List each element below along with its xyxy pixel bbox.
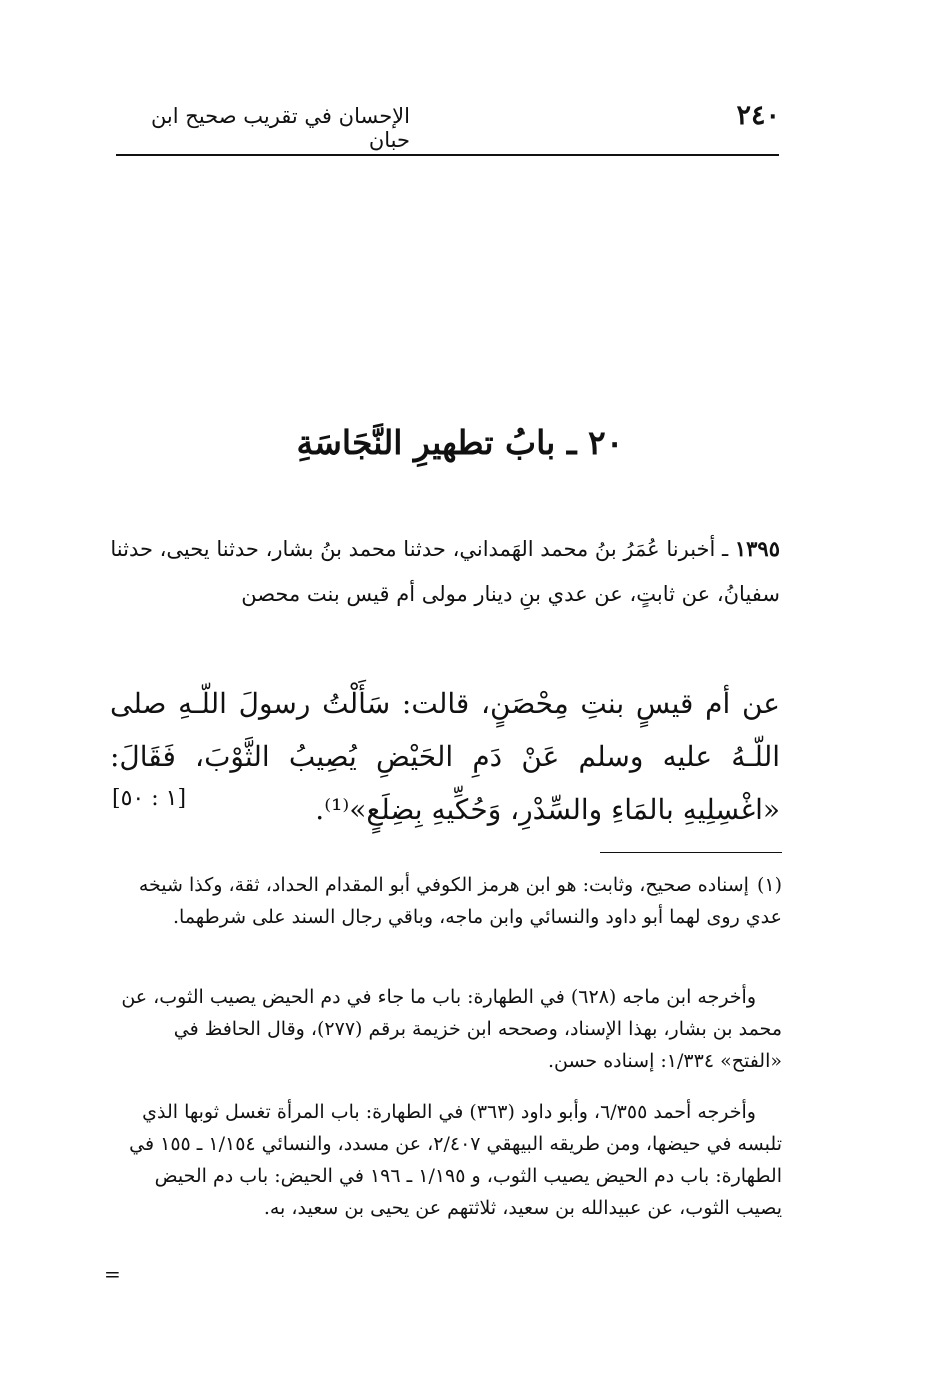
hadith-chain-text: ـ أخبرنا عُمَرُ بنُ محمد الهَمداني، حدثنا محمد بنُ بشار، حدثنا يحيى، حدثنا سفيانُ، عن ثابتٍ، عن عدي بنِ دينار مولى أم قيس بنت محصن: [110, 537, 780, 606]
header-rule: [116, 154, 779, 156]
running-title: الإحسان في تقريب صحيح ابن حبان: [150, 104, 410, 152]
hadith-number: ١٣٩٥: [734, 536, 780, 561]
footnote-marker: (١): [756, 874, 782, 896]
footnote-para-2: وأخرجه ابن ماجه (٦٢٨) في الطهارة: باب ما جاء في دم الحيض يصيب الثوب، عن محمد بن بشار، بهذا الإسناد، وصححه ابن خزيمة برقم (٢٧٧)، وقال الحافظ في «الفتح» ١/٣٣٤: إسناده حسن.: [121, 986, 782, 1072]
chapter-heading: ٢٠ ـ بابُ تطهيرِ النَّجَاسَةِ: [296, 423, 624, 462]
hadith-matn: عن أم قيسٍ بنتِ مِحْصَنٍ، قالت: سَأَلْتُ رسولَ اللّـهِ صلى اللّـهُ عليه وسلم عَنْ دَمِ الحَيْضِ يُصِيبُ الثَّوْبَ، فَقَالَ: «اغْسِلِيهِ بالمَاءِ والسِّدْرِ، وَحُكِّيهِ بِضِلَعٍ»⁽¹⁾.: [110, 687, 780, 826]
hadith-chain: [110, 526, 780, 617]
hadith-reference: [١ : ٥٠]: [112, 786, 187, 811]
footnote-1: [110, 869, 782, 933]
footnote-rule: [600, 852, 782, 853]
page-number: ٢٤٠: [736, 100, 780, 131]
footnote-para-3: وأخرجه أحمد ٦/٣٥٥، وأبو داود (٣٦٣) في الطهارة: باب المرأة تغسل ثوبها الذي تلبسه في حيضها، ومن طريقه البيهقي ٢/٤٠٧، عن مسدد، والنسائي ١/١٥٤ ـ ١٥٥ في الطهارة: باب دم الحيض يصيب الثوب، و ١/١٩٥ ـ ١٩٦ في الحيض: باب دم الحيض يصيب الثوب، عن عبيدالله بن سعيد، ثلاثتهم عن يحيى بن سعيد، به.: [129, 1101, 782, 1219]
footnote-para-1: إسناده صحيح، وثابت: هو ابن هرمز الكوفي أبو المقدام الحداد، ثقة، وكذا شيخه عدي روى لهما أبو داود والنسائي وابن ماجه، وباقي رجال السند على شرطهما.: [138, 874, 782, 928]
continuation-mark: =: [104, 1262, 121, 1286]
